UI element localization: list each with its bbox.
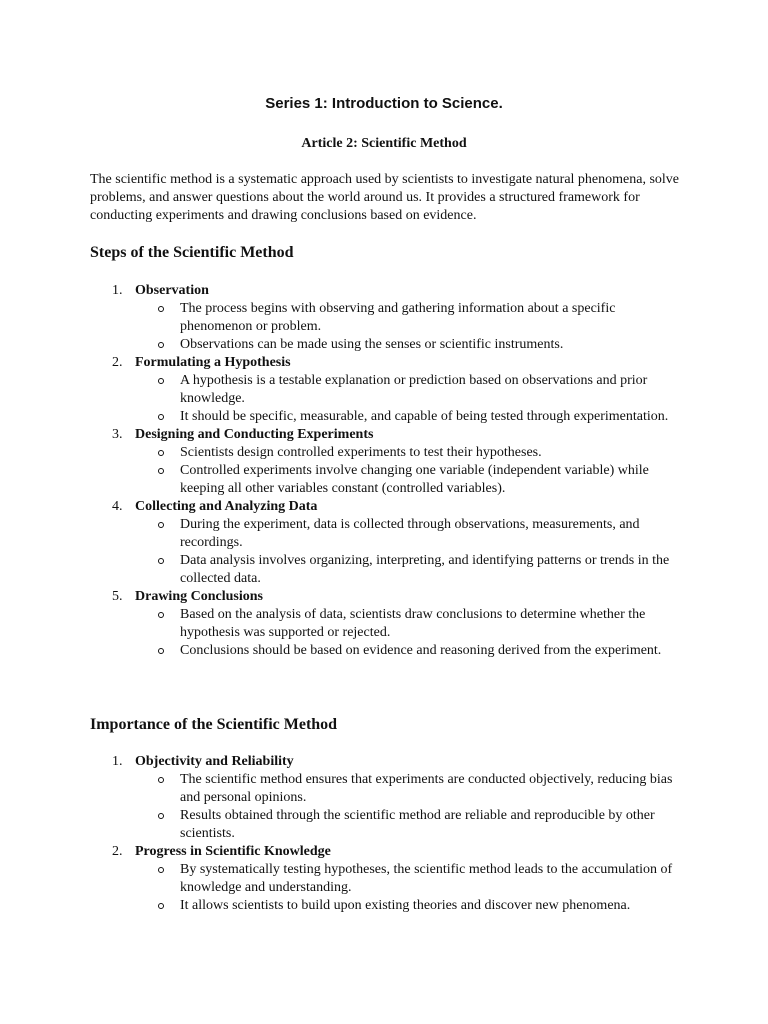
bullet-item [135, 372, 680, 408]
bullet-item [135, 897, 680, 915]
bullet-item [135, 300, 680, 336]
bullet-item [135, 516, 680, 552]
bullet-item [135, 642, 680, 660]
bullet-text: Observations can be made using the senses or scientific instruments. [180, 337, 564, 352]
bullet-list [135, 372, 690, 426]
hollow-circle-bullet-icon [158, 522, 164, 528]
list-item [90, 498, 690, 588]
importance-list [90, 753, 690, 915]
list-item [90, 588, 690, 660]
hollow-circle-bullet-icon [158, 903, 164, 909]
intro-paragraph: The scientific method is a systematic approach used by scientists to investigate natural phenomena, solve problems, and answer questions about the world around us. It provides a structured framework for conducting experiments and drawing conclusions based on evidence. [90, 172, 680, 223]
bullet-text: It should be specific, measurable, and capable of being tested through experimentation. [180, 409, 669, 424]
article-title: Article 2: Scientific Method [301, 136, 467, 151]
item-number: 1. [112, 283, 123, 298]
item-title: Observation [135, 283, 209, 298]
hollow-circle-bullet-icon [158, 612, 164, 618]
item-title: Designing and Conducting Experiments [135, 427, 374, 442]
bullet-text: Scientists design controlled experiments to test their hypotheses. [180, 445, 542, 460]
list-item [90, 354, 690, 426]
bullet-list [135, 771, 690, 843]
hollow-circle-bullet-icon [158, 867, 164, 873]
item-number: 5. [112, 589, 123, 604]
hollow-circle-bullet-icon [158, 468, 164, 474]
list-item [90, 426, 690, 498]
bullet-item [135, 771, 680, 807]
bullet-text: Conclusions should be based on evidence and reasoning derived from the experiment. [180, 643, 662, 658]
bullet-item [135, 606, 680, 642]
list-item [90, 753, 690, 843]
item-number: 3. [112, 427, 123, 442]
bullet-item [135, 408, 680, 426]
bullet-list [135, 606, 690, 660]
series-title: Series 1: Introduction to Science. [265, 95, 503, 112]
bullet-item [135, 462, 680, 498]
hollow-circle-bullet-icon [158, 378, 164, 384]
list-item [90, 843, 690, 915]
section-heading-steps: Steps of the Scientific Method [90, 244, 294, 261]
bullet-list [135, 444, 690, 498]
bullet-item [135, 552, 680, 588]
hollow-circle-bullet-icon [158, 813, 164, 819]
hollow-circle-bullet-icon [158, 777, 164, 783]
item-number: 2. [112, 844, 123, 859]
item-title: Formulating a Hypothesis [135, 355, 291, 370]
hollow-circle-bullet-icon [158, 342, 164, 348]
bullet-text: Controlled experiments involve changing one variable (independent variable) while keeping all other variables constant (controlled variables). [180, 463, 649, 496]
bullet-text: Data analysis involves organizing, interpreting, and identifying patterns or trends in the collected data. [180, 553, 670, 586]
hollow-circle-bullet-icon [158, 306, 164, 312]
hollow-circle-bullet-icon [158, 648, 164, 654]
item-title: Drawing Conclusions [135, 589, 263, 604]
bullet-text: The process begins with observing and gathering information about a specific phenomenon or problem. [180, 301, 616, 334]
bullet-list [135, 300, 690, 354]
list-item [90, 282, 690, 354]
item-title: Progress in Scientific Knowledge [135, 844, 331, 859]
bullet-text: The scientific method ensures that experiments are conducted objectively, reducing bias and personal opinions. [180, 772, 673, 805]
hollow-circle-bullet-icon [158, 414, 164, 420]
item-title: Objectivity and Reliability [135, 754, 294, 769]
bullet-item [135, 336, 680, 354]
bullet-text: Based on the analysis of data, scientists draw conclusions to determine whether the hypothesis was supported or rejected. [180, 607, 646, 640]
bullet-item [135, 444, 680, 462]
hollow-circle-bullet-icon [158, 450, 164, 456]
bullet-text: By systematically testing hypotheses, the scientific method leads to the accumulation of knowledge and understanding. [180, 862, 673, 895]
bullet-list [135, 516, 690, 588]
bullet-list [135, 861, 690, 915]
bullet-text: During the experiment, data is collected through observations, measurements, and recordings. [180, 517, 640, 550]
item-title: Collecting and Analyzing Data [135, 499, 318, 514]
steps-list [90, 282, 690, 660]
bullet-item [135, 861, 680, 897]
item-number: 2. [112, 355, 123, 370]
bullet-text: Results obtained through the scientific method are reliable and reproducible by other scientists. [180, 808, 655, 841]
item-number: 4. [112, 499, 123, 514]
bullet-text: It allows scientists to build upon existing theories and discover new phenomena. [180, 898, 631, 913]
item-number: 1. [112, 754, 123, 769]
section-heading-importance: Importance of the Scientific Method [90, 716, 338, 733]
bullet-item [135, 807, 680, 843]
bullet-text: A hypothesis is a testable explanation or prediction based on observations and prior knowledge. [180, 373, 648, 406]
hollow-circle-bullet-icon [158, 558, 164, 564]
